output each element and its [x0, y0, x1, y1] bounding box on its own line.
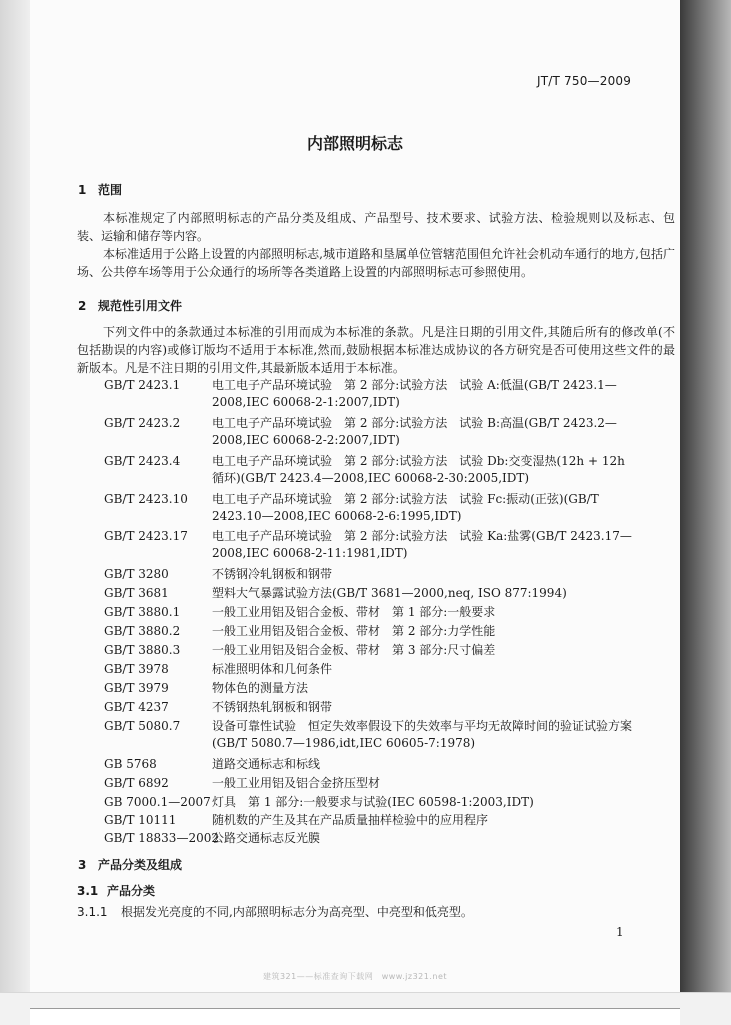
reference-title: 不锈钢热轧钢板和钢带 — [212, 700, 333, 714]
subsection-title: 产品分类 — [107, 884, 156, 898]
section-1-heading — [78, 181, 122, 198]
reference-code: GB/T 2423.17 — [104, 529, 188, 543]
section-number: 1 — [78, 183, 87, 197]
reference-code: GB/T 3280 — [104, 567, 169, 581]
document-page — [30, 0, 680, 992]
reference-code: GB/T 2423.2 — [104, 416, 181, 430]
reference-code: GB/T 3681 — [104, 586, 169, 600]
reference-code: GB/T 2423.1 — [104, 378, 181, 392]
reference-code: GB/T 18833—2002 — [104, 831, 219, 845]
subsection-3-1-heading — [77, 882, 155, 899]
clause-number: 3.1.1 — [77, 905, 108, 919]
reference-code: GB/T 3978 — [104, 662, 169, 676]
reference-title: 灯具 第 1 部分:一般要求与试验(IEC 60598-1:2003,IDT) — [212, 795, 534, 809]
document-title: 内部照明标志 — [306, 134, 403, 153]
section-title: 产品分类及组成 — [98, 858, 183, 872]
reference-title: 一般工业用铝及铝合金板、带材 第 3 部分:尺寸偏差 — [212, 643, 496, 657]
clause-text: 根据发光亮度的不同,内部照明标志分为高亮型、中亮型和低亮型。 — [121, 905, 473, 919]
reference-code: GB 7000.1—2007 — [104, 795, 211, 809]
reference-title: 电工电子产品环境试验 第 2 部分:试验方法 试验 Ka:盐雾(GB/T 2423.17—2008,IEC 60068-2-11:1981,IDT) — [212, 529, 632, 560]
reference-title: 电工电子产品环境试验 第 2 部分:试验方法 试验 A:低温(GB/T 2423.1—2008,IEC 60068-2-1:2007,IDT) — [212, 378, 617, 409]
reference-title: 公路交通标志反光膜 — [212, 831, 321, 845]
reference-title: 物体色的测量方法 — [212, 681, 309, 695]
reference-title: 设备可靠性试验 恒定失效率假设下的失效率与平均无故障时间的验证试验方案(GB/T 5080.7—1986,idt,IEC 60605-7:1978) — [212, 719, 633, 750]
subsection-number: 3.1 — [77, 884, 99, 898]
reference-title: 电工电子产品环境试验 第 2 部分:试验方法 试验 Fc:振动(正弦)(GB/T 2423.10—2008,IEC 60068-2-6:1995,IDT) — [212, 492, 599, 523]
reference-code: GB/T 3979 — [104, 681, 169, 695]
document-code: JT/T 750—2009 — [537, 74, 632, 88]
section-title: 范围 — [98, 183, 123, 197]
reference-title: 道路交通标志和标线 — [212, 757, 321, 771]
reference-code: GB/T 6892 — [104, 776, 169, 790]
next-page-edge — [30, 1008, 680, 1025]
reference-code: GB 5768 — [104, 757, 157, 771]
reference-code: GB/T 5080.7 — [104, 719, 181, 733]
reference-code: GB/T 10111 — [104, 813, 177, 827]
reference-title: 塑料大气暴露试验方法(GB/T 3681—2000,neq, ISO 877:1994) — [212, 586, 567, 600]
section-number: 3 — [78, 858, 87, 872]
section-1-paragraph-1: 本标准规定了内部照明标志的产品分类及组成、产品型号、技术要求、试验方法、检验规则以及标志、包装、运输和储存等内容。 — [77, 211, 675, 243]
reference-title: 不锈钢冷轧钢板和钢带 — [212, 567, 333, 581]
reference-title: 一般工业用铝及铝合金板、带材 第 1 部分:一般要求 — [212, 605, 496, 619]
scan-left-edge — [0, 0, 30, 1024]
scan-right-edge — [680, 0, 731, 1024]
watermark-text: 建筑321——标准查询下载网 www.jz321.net — [262, 972, 448, 981]
section-number: 2 — [78, 299, 87, 313]
reference-title: 电工电子产品环境试验 第 2 部分:试验方法 试验 B:高温(GB/T 2423.2—2008,IEC 60068-2-2:2007,IDT) — [212, 416, 617, 447]
section-3-heading — [78, 856, 182, 873]
clause-3-1-1 — [77, 903, 473, 920]
section-1-paragraph-2: 本标准适用于公路上设置的内部照明标志,城市道路和垦属单位管辖范围但允许社会机动车通行的地方,包括广场、公共停车场等用于公众通行的场所等各类道路上设置的内部照明标志可参照使用。 — [77, 247, 675, 279]
section-2-intro: 下列文件中的条款通过本标准的引用而成为本标准的条款。凡是注日期的引用文件,其随后所有的修改单(不包括勘误的内容)或修订版均不适用于本标准,然而,鼓励根据本标准达成协议的各方研究是否可使用这些文件的最新版本。凡是不注日期的引用文件,其最新版本适用于本标准。 — [77, 325, 675, 375]
page-number: 1 — [616, 925, 624, 939]
reference-title: 一般工业用铝及铝合金板、带材 第 2 部分:力学性能 — [212, 624, 496, 638]
reference-code: GB/T 4237 — [104, 700, 169, 714]
reference-title: 一般工业用铝及铝合金挤压型材 — [212, 776, 381, 790]
reference-title: 随机数的产生及其在产品质量抽样检验中的应用程序 — [212, 813, 489, 827]
section-2-heading — [78, 297, 182, 314]
reference-code: GB/T 3880.1 — [104, 605, 181, 619]
reference-code: GB/T 2423.4 — [104, 454, 181, 468]
reference-title: 电工电子产品环境试验 第 2 部分:试验方法 试验 Db:交变湿热(12h + 12h 循环)(GB/T 2423.4—2008,IEC 60068-2-30:2005,IDT) — [212, 454, 625, 485]
section-title: 规范性引用文件 — [98, 299, 183, 313]
reference-title: 标准照明体和几何条件 — [212, 662, 333, 676]
reference-code: GB/T 3880.2 — [104, 624, 181, 638]
reference-code: GB/T 2423.10 — [104, 492, 188, 506]
reference-code: GB/T 3880.3 — [104, 643, 181, 657]
